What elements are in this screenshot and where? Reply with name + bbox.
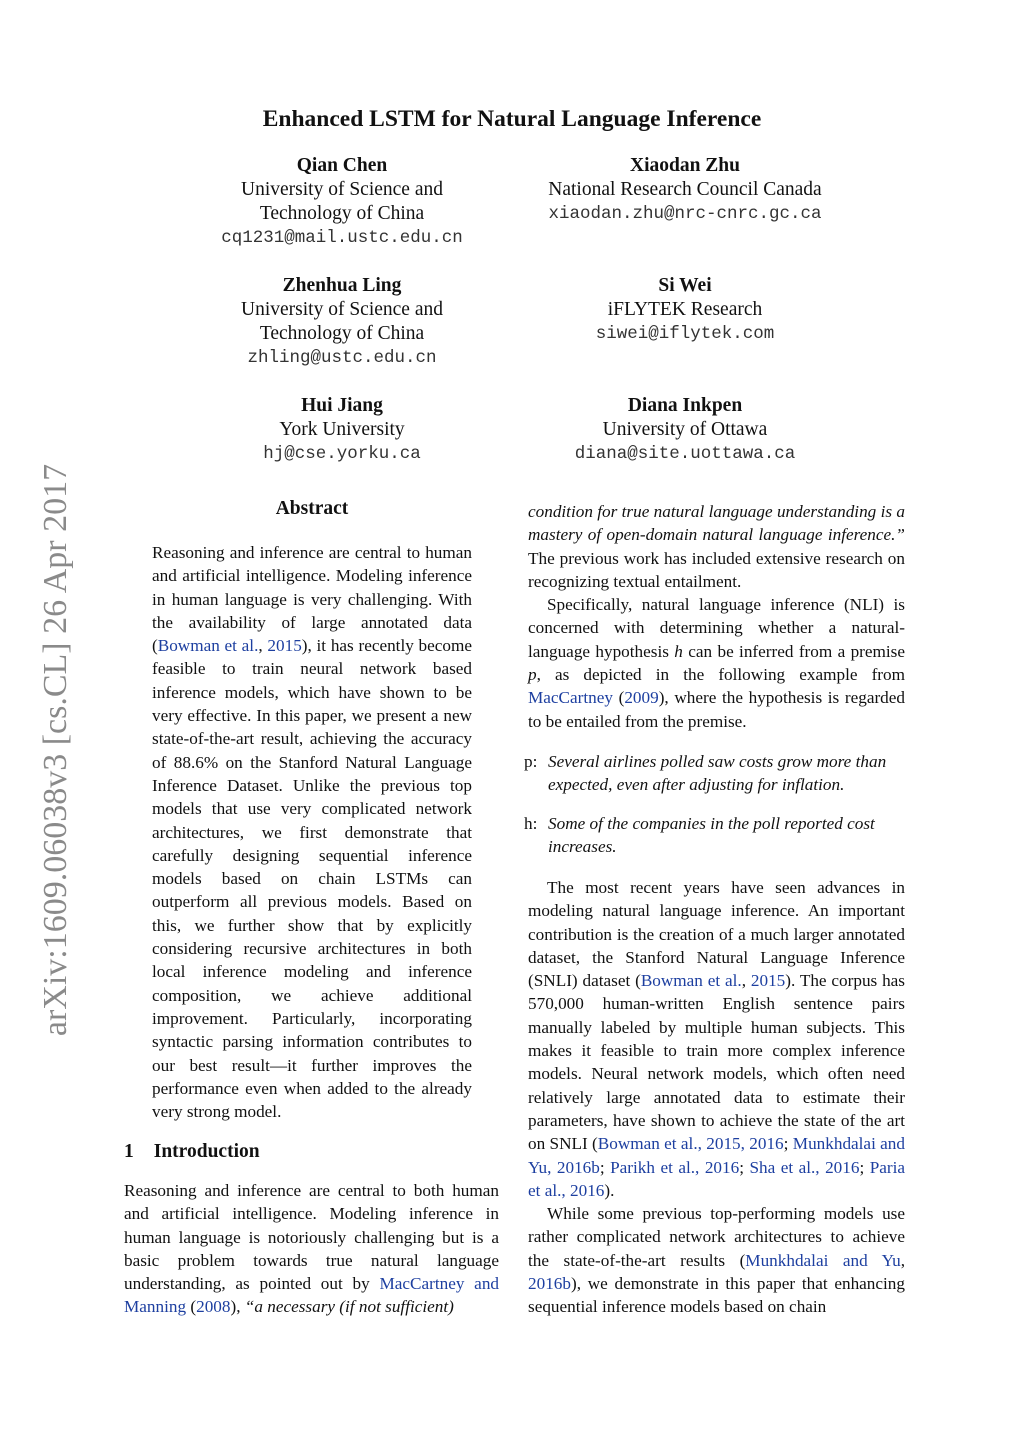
section-title: Introduction: [153, 1141, 260, 1162]
abstract-text: Reasoning and inference are central to human and artificial intelligence. Modeling inference in human language is very challenging. With the availability of large annotated data (: [152, 543, 472, 656]
intro-paragraph: [124, 1179, 499, 1319]
citation-link[interactable]: Munkhdalai and Yu: [528, 1134, 905, 1177]
author-block: [515, 154, 855, 226]
citation-separator: ,: [258, 636, 268, 656]
citation-separator: ;: [859, 1157, 870, 1177]
section-number: 1: [124, 1141, 134, 1162]
example-premise: [524, 750, 909, 797]
citation-link[interactable]: Munkhdalai and Yu: [745, 1250, 901, 1270]
citation-year-link[interactable]: 2015: [267, 636, 302, 656]
author-name: Hui Jiang: [301, 395, 383, 416]
author-affiliation: Technology of China: [259, 323, 425, 344]
citation-year-link[interactable]: 2016b: [528, 1274, 571, 1294]
citation-year-link[interactable]: , 2016: [561, 1180, 605, 1200]
citation-year-link[interactable]: , 2016: [815, 1157, 860, 1177]
body-text: ).: [604, 1180, 615, 1200]
author-block: [172, 154, 512, 250]
author-affiliation: Technology of China: [259, 203, 425, 224]
author-name: Zhenhua Ling: [282, 275, 402, 296]
citation-link[interactable]: Bowman et al.: [157, 636, 259, 656]
author-block: [172, 394, 512, 466]
citation-separator: (: [612, 688, 625, 708]
author-affiliation: National Research Council Canada: [548, 179, 822, 200]
example-label: p:: [524, 752, 538, 771]
paper-title: Enhanced LSTM for Natural Language Inference: [262, 106, 762, 132]
citation-separator: ),: [230, 1297, 245, 1317]
citation-link[interactable]: MacCartney and Manning: [124, 1274, 500, 1317]
math-variable: p: [528, 665, 537, 685]
abstract-text: ), it has recently become feasible to train neural network based inference models, which have shown to be very effective. In this paper, we present a new state-of-the-art result, achieving the accuracy of 88.6% on the Stanford Natural Language Inference Dataset. Unlike the previous top models that use very complicated network architectures, we first demonstrate that carefully designing sequential inference models based on chain LSTMs can outperform all previous models. Based on this, we further show that by explicitly considering recursive architectures in both local inference modeling and inference composition, we achieve additional improvement. Particularly, incorporating syntactic parsing information contributes to our best result—it further improves the performance even when added to the already very strong model.: [152, 636, 472, 1122]
body-text: ), where the hypothesis is regarded to be entailed from the premise.: [528, 688, 906, 731]
arxiv-identifier: arXiv:1609.06038v3 [cs.CL] 26 Apr 2017: [37, 463, 74, 1037]
citation-separator: (: [186, 1297, 197, 1317]
section-heading: [124, 1141, 260, 1163]
author-block: [172, 274, 512, 370]
body-text: ). The corpus has 570,000 human-written English sentence pairs manually labeled by multiple human subjects. This makes it feasible to train more complex inference models. Neural network models, which often need relatively large annotated data to estimate their parameters, have shown to achieve the state of the art on SNLI (: [528, 971, 905, 1154]
citation-year-link[interactable]: 2008: [196, 1297, 231, 1317]
body-text: The previous work has included extensive research on recognizing textual entailment.: [528, 548, 905, 591]
author-name: Xiaodan Zhu: [629, 155, 740, 176]
quote-text: condition for true natural language understanding is a mastery of open-domain natural language inference.”: [528, 502, 905, 545]
author-name: Si Wei: [658, 275, 712, 296]
author-email[interactable]: hj@cse.yorku.ca: [263, 444, 421, 464]
author-block: [515, 274, 855, 346]
author-name: Diana Inkpen: [627, 395, 743, 416]
body-text: , as depicted in the following example from: [536, 665, 905, 685]
author-affiliation: iFLYTEK Research: [607, 299, 763, 320]
citation-year-link[interactable]: 2015: [750, 971, 786, 991]
author-affiliation: University of Science and: [241, 179, 443, 200]
example-text: Some of the companies in the poll reported cost increases.: [548, 814, 875, 857]
body-text: ), we demonstrate in this paper that enhancing sequential inference models based on chain: [528, 1274, 905, 1317]
citation-year-link[interactable]: 2009: [624, 688, 659, 708]
citation-link[interactable]: Bowman et al.: [640, 971, 742, 991]
citation-year-link[interactable]: , 2016: [695, 1157, 740, 1177]
author-email[interactable]: cq1231@mail.ustc.edu.cn: [221, 228, 463, 248]
citation-link[interactable]: Parikh et al.: [610, 1157, 696, 1177]
citation-separator: ;: [599, 1157, 611, 1177]
body-text: While some previous top-performing models use rather complicated network architectures to achieve the state-of-the-art results (: [528, 1204, 905, 1270]
citation-separator: ,: [900, 1250, 905, 1270]
author-affiliation: University of Science and: [241, 299, 443, 320]
right-column-bottom: [528, 876, 905, 1319]
abstract-heading: Abstract: [275, 498, 349, 519]
example-text: Several airlines polled saw costs grow more than expected, even after adjusting for inflation.: [548, 752, 887, 795]
author-affiliation: York University: [279, 419, 405, 440]
author-block: [515, 394, 855, 466]
example-label: h:: [524, 814, 538, 833]
author-email[interactable]: diana@site.uottawa.ca: [574, 444, 796, 464]
author-name: Qian Chen: [296, 155, 388, 176]
citation-separator: ,: [741, 971, 751, 991]
math-variable: h: [674, 641, 683, 661]
citation-link[interactable]: MacCartney: [528, 688, 613, 708]
citation-year-link[interactable]: , 2015, 2016: [697, 1134, 784, 1154]
quote-text: “a necessary (if not sufficient): [244, 1297, 454, 1317]
body-text: The most recent years have seen advances in modeling natural language inference. An important contribution is the creation of a much larger annotated dataset, the Stanford Natural Language Inference (SNLI) dataset (: [528, 878, 905, 991]
body-text: Specifically, natural language inference (NLI) is concerned with determining whether a natural-language hypothesis: [528, 595, 905, 661]
author-email[interactable]: siwei@iflytek.com: [595, 324, 775, 344]
citation-separator: ;: [739, 1157, 750, 1177]
abstract-body: [152, 541, 472, 1123]
citation-link[interactable]: Sha et al.: [749, 1157, 816, 1177]
author-email[interactable]: zhling@ustc.edu.cn: [247, 348, 437, 368]
author-email[interactable]: xiaodan.zhu@nrc-cnrc.gc.ca: [548, 204, 822, 224]
body-text: can be inferred from a premise: [682, 641, 905, 661]
right-column-top: [528, 500, 905, 733]
body-text: Reasoning and inference are central to both human and artificial intelligence. Modeling inference in human language is notoriously challenging but is a basic problem towards true natural language understanding, as pointed out by: [124, 1181, 499, 1294]
citation-link[interactable]: Paria et al.: [528, 1157, 906, 1200]
citation-separator: ;: [783, 1134, 793, 1154]
example-hypothesis: [524, 812, 909, 859]
author-affiliation: University of Ottawa: [602, 419, 768, 440]
citation-link[interactable]: Bowman et al.: [597, 1134, 698, 1154]
citation-year-link[interactable]: , 2016b: [547, 1157, 600, 1177]
